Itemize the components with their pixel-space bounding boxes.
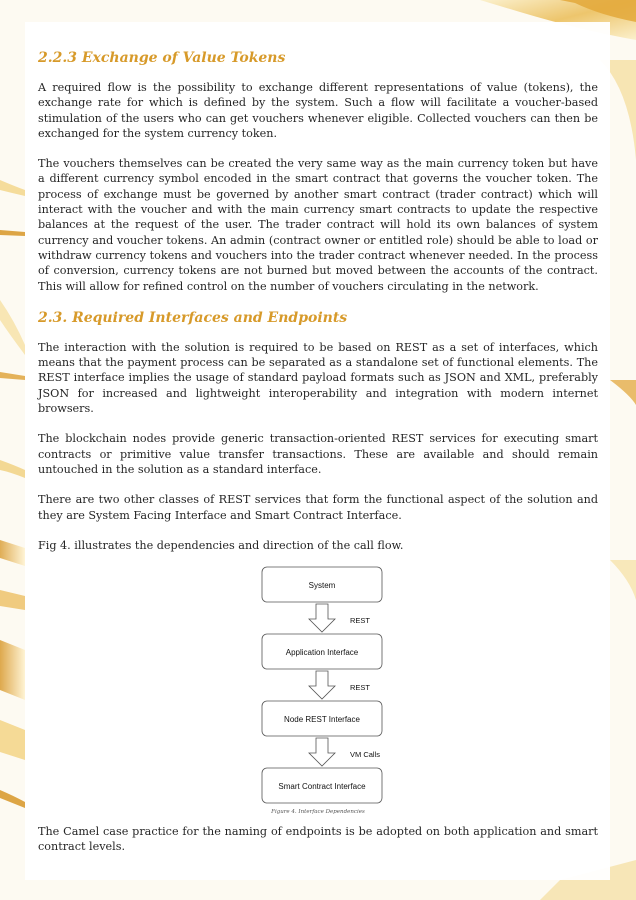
paragraph-exchange-1: A required flow is the possibility to exchange different representations of value (tokens), the exchange rate for which is defined by the system. Such a flow will facilitate a voucher-based stimulation of the users who can get vouchers whenever eligible. Collected vouchers can then be exchanged for the system currency token. [38, 81, 598, 140]
interface-dependencies-diagram [191, 559, 461, 807]
heading-exchange-tokens: 2.2.3 Exchange of Value Tokens [38, 50, 286, 66]
diagram-arrow-3 [309, 738, 335, 766]
paragraph-interfaces-2: The blockchain nodes provide generic transaction-oriented REST services for executing smart contracts or primitive value transfer transactions. These are available and should remain untouched in the solution as a standard interface. [38, 432, 598, 476]
diagram-node-label-system: System [308, 581, 336, 591]
diagram-node-label-smart-contract-interface: Smart Contract Interface [278, 782, 366, 792]
paragraph-interfaces-1: The interaction with the solution is required to be based on REST as a set of interfaces, which means that the payment process can be separated as a standalone set of functional elements. The REST interface implies the usage of standard payload formats such as JSON and XML, preferably JSON for increased and lightweight interoperability and integration with modern internet browsers. [38, 340, 598, 416]
document-content [38, 48, 598, 855]
diagram-edge-label-1: REST [350, 616, 371, 626]
diagram-node-label-node-rest-interface: Node REST Interface [284, 715, 360, 725]
diagram-arrow-1 [309, 604, 335, 632]
paragraph-interfaces-5: The Camel case practice for the naming of endpoints is be adopted on both application and smart contract levels. [38, 825, 598, 854]
diagram-arrow-2 [309, 671, 335, 699]
diagram-edge-label-2: REST [350, 683, 371, 693]
paragraph-interfaces-4: Fig 4. illustrates the dependencies and direction of the call flow. [38, 538, 404, 552]
heading-interfaces: 2.3. Required Interfaces and Endpoints [38, 309, 348, 326]
figure-caption: Figure 4. Interface Dependencies [271, 809, 365, 816]
paragraph-interfaces-3: There are two other classes of REST services that form the functional aspect of the solution and they are System Facing Interface and Smart Contract Interface. [38, 493, 598, 522]
diagram-edge-label-3: VM Calls [350, 750, 381, 760]
paragraph-exchange-2: The vouchers themselves can be created the very same way as the main currency token but have a different currency symbol encoded in the smart contract that governs the voucher token. The process of exchange must be governed by another smart contract (trader contract) which will interact with the voucher and with the main currency smart contracts to update the respective balances at the request of the user. The trader contract will hold its own balances of system currency and voucher tokens. An admin (contract owner or entitled role) should be able to load or withdraw currency tokens and vouchers into the trader contract whenever needed. In the process of conversion, currency tokens are not burned but moved between the accounts of the contract. This will allow for refined control on the number of vouchers circulating in the network. [38, 157, 598, 293]
diagram-node-label-application-interface: Application Interface [285, 648, 359, 658]
